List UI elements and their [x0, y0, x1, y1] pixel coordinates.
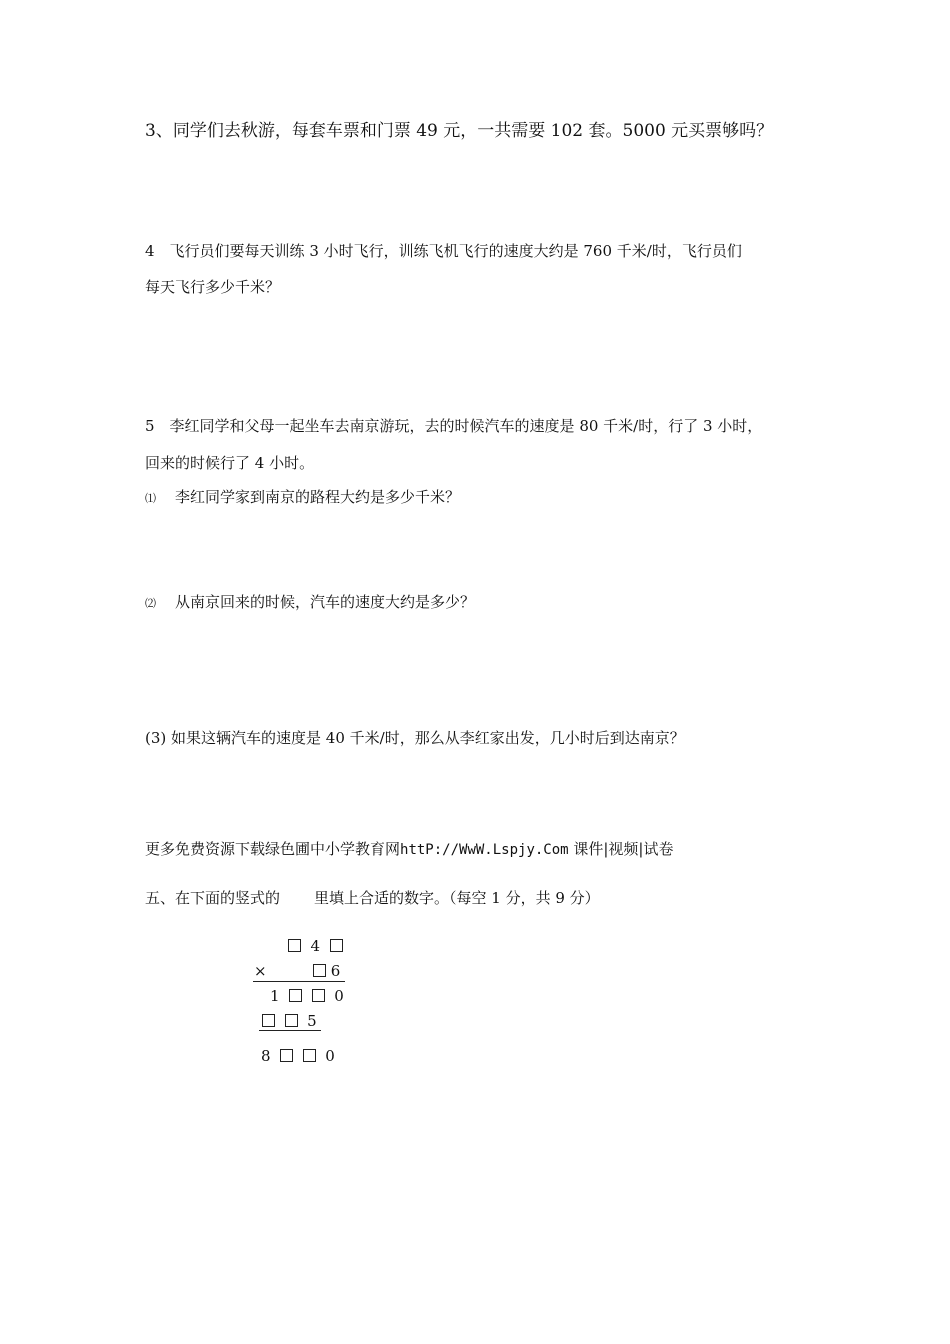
- calc-row-5: [261, 1047, 335, 1065]
- blank-box[interactable]: [312, 989, 325, 1002]
- question-5-sub-3: (3) 如果这辆汽车的速度是 40 千米/时，那么从李红家出发，几小时后到达南京？: [145, 729, 685, 747]
- question-5-line-2: 回来的时候行了 4 小时。: [145, 454, 315, 472]
- calc-digit: 8: [261, 1047, 271, 1065]
- question-5-sub-1: [145, 486, 460, 507]
- calc-digit: 1: [270, 987, 280, 1005]
- calc-row-3: [270, 987, 344, 1005]
- blank-box[interactable]: [280, 1049, 293, 1062]
- calc-underline-2: [259, 1030, 321, 1031]
- question-3: 3、同学们去秋游，每套车票和门票 49 元，一共需要 102 套。5000 元买票够吗？: [145, 121, 774, 141]
- sub-1-text: 李红同学家到南京的路程大约是多少千米？: [175, 488, 461, 506]
- blank-box[interactable]: [289, 989, 302, 1002]
- section-5-title-b: 里填上合适的数字。（每空 1 分，共 9 分）: [314, 889, 600, 907]
- multiply-sign: ×: [254, 962, 267, 980]
- blank-box[interactable]: [303, 1049, 316, 1062]
- calc-row-2: [254, 962, 267, 980]
- blank-box[interactable]: [285, 1014, 298, 1027]
- sub-2-number: ⑵: [145, 597, 156, 610]
- question-4-line-1: 4 飞行员们要每天训练 3 小时飞行，训练飞机飞行的速度大约是 760 千米/时，飞行员们: [145, 242, 742, 260]
- calc-digit: 5: [307, 1012, 317, 1030]
- calc-row-4: [262, 1012, 317, 1030]
- calc-digit: 0: [325, 1047, 335, 1065]
- blank-box[interactable]: [330, 939, 343, 952]
- calc-row-1: [288, 937, 343, 955]
- calc-underline-1: [253, 981, 345, 982]
- blank-box[interactable]: [313, 964, 326, 977]
- calc-digit: 4: [310, 937, 321, 955]
- sub-1-number: ⑴: [145, 492, 156, 505]
- blank-box[interactable]: [288, 939, 301, 952]
- calc-row-2-right: [313, 962, 340, 980]
- section-5-title-a: 五、在下面的竖式的: [145, 889, 281, 907]
- footer-url-link[interactable]: httP://WwW.Lspjy.Com: [400, 842, 569, 858]
- footer-prefix: 更多免费资源下载绿色圃中小学教育网: [145, 840, 401, 858]
- calc-digit: 0: [334, 987, 344, 1005]
- question-5-sub-2: [145, 591, 475, 612]
- footer-suffix: 课件|视频|试卷: [568, 840, 674, 858]
- question-4-line-2: 每天飞行多少千米？: [145, 278, 281, 296]
- calc-digit: 6: [330, 962, 341, 980]
- footer-resource-line: [145, 838, 673, 859]
- sub-2-text: 从南京回来的时候，汽车的速度大约是多少？: [175, 593, 476, 611]
- blank-box[interactable]: [262, 1014, 275, 1027]
- question-5-line-1: 5 李红同学和父母一起坐车去南京游玩，去的时候汽车的速度是 80 千米/时，行了 3 小时，: [145, 417, 763, 435]
- section-5-title: [145, 887, 600, 908]
